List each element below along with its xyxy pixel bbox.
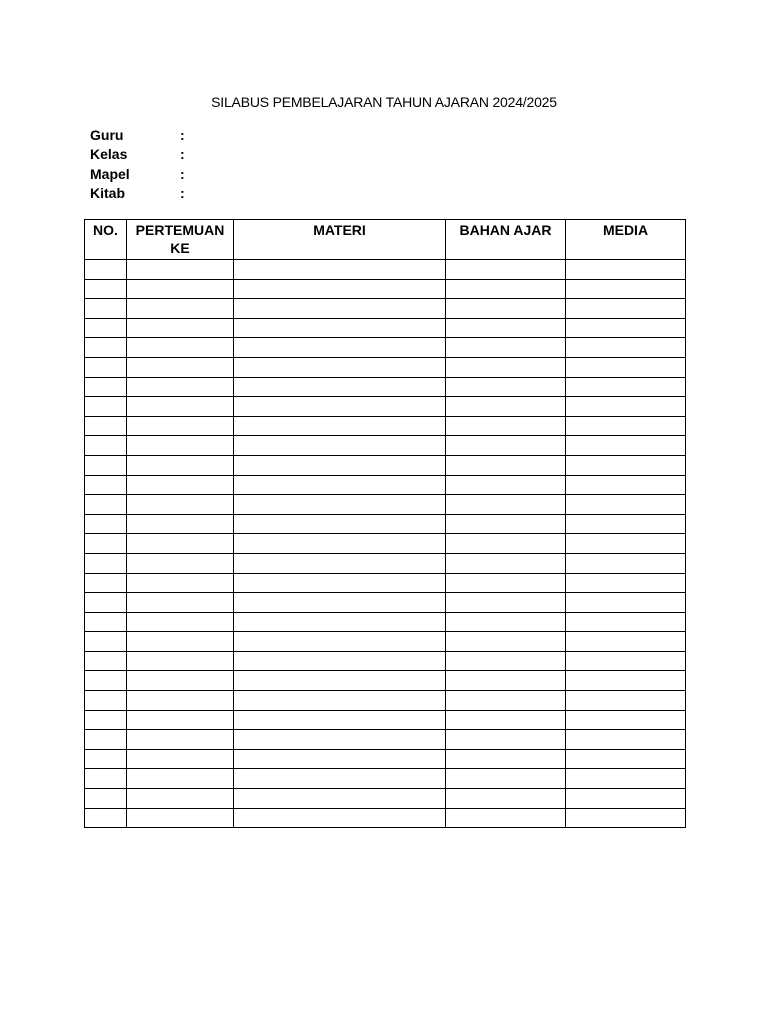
- cell-bahan-ajar: [446, 338, 566, 358]
- table-row: [85, 671, 686, 691]
- cell-media: [566, 769, 686, 789]
- meta-row-kelas: [90, 145, 190, 164]
- header-pertemuan-line2: KE: [170, 240, 190, 256]
- cell-materi: [234, 475, 446, 495]
- table-row: [85, 612, 686, 632]
- cell-bahan-ajar: [446, 553, 566, 573]
- cell-pertemuan-ke: [127, 260, 234, 280]
- cell-no: [85, 671, 127, 691]
- cell-pertemuan-ke: [127, 338, 234, 358]
- cell-bahan-ajar: [446, 279, 566, 299]
- meta-row-kitab: [90, 184, 190, 203]
- cell-no: [85, 397, 127, 417]
- table-row: [85, 416, 686, 436]
- table-row: [85, 318, 686, 338]
- cell-materi: [234, 632, 446, 652]
- table-row: [85, 299, 686, 319]
- cell-no: [85, 593, 127, 613]
- cell-bahan-ajar: [446, 651, 566, 671]
- header-bahan-ajar: BAHAN AJAR: [446, 220, 566, 260]
- cell-media: [566, 651, 686, 671]
- table-row: [85, 593, 686, 613]
- cell-no: [85, 279, 127, 299]
- table-row: [85, 553, 686, 573]
- cell-no: [85, 769, 127, 789]
- cell-media: [566, 632, 686, 652]
- cell-pertemuan-ke: [127, 612, 234, 632]
- cell-bahan-ajar: [446, 495, 566, 515]
- cell-materi: [234, 260, 446, 280]
- meta-label-kitab: Kitab: [90, 184, 125, 201]
- cell-materi: [234, 593, 446, 613]
- cell-media: [566, 377, 686, 397]
- cell-bahan-ajar: [446, 455, 566, 475]
- table-row: [85, 377, 686, 397]
- cell-bahan-ajar: [446, 691, 566, 711]
- cell-media: [566, 436, 686, 456]
- cell-media: [566, 495, 686, 515]
- cell-no: [85, 534, 127, 554]
- cell-bahan-ajar: [446, 534, 566, 554]
- cell-materi: [234, 318, 446, 338]
- cell-media: [566, 593, 686, 613]
- cell-bahan-ajar: [446, 730, 566, 750]
- cell-media: [566, 357, 686, 377]
- cell-materi: [234, 691, 446, 711]
- cell-no: [85, 455, 127, 475]
- cell-pertemuan-ke: [127, 534, 234, 554]
- table-row: [85, 691, 686, 711]
- cell-no: [85, 691, 127, 711]
- table-row: [85, 730, 686, 750]
- cell-no: [85, 416, 127, 436]
- cell-bahan-ajar: [446, 475, 566, 495]
- header-pertemuan-ke: [127, 220, 234, 260]
- table-row: [85, 651, 686, 671]
- cell-pertemuan-ke: [127, 475, 234, 495]
- cell-bahan-ajar: [446, 514, 566, 534]
- cell-pertemuan-ke: [127, 593, 234, 613]
- table-row: [85, 338, 686, 358]
- cell-materi: [234, 573, 446, 593]
- cell-pertemuan-ke: [127, 279, 234, 299]
- cell-pertemuan-ke: [127, 651, 234, 671]
- cell-materi: [234, 299, 446, 319]
- table-row: [85, 808, 686, 828]
- table-row: [85, 534, 686, 554]
- table-row: [85, 357, 686, 377]
- cell-pertemuan-ke: [127, 789, 234, 809]
- cell-bahan-ajar: [446, 416, 566, 436]
- cell-no: [85, 730, 127, 750]
- cell-media: [566, 730, 686, 750]
- table-row: [85, 514, 686, 534]
- cell-media: [566, 553, 686, 573]
- table-row: [85, 397, 686, 417]
- cell-no: [85, 338, 127, 358]
- cell-no: [85, 514, 127, 534]
- cell-pertemuan-ke: [127, 397, 234, 417]
- cell-bahan-ajar: [446, 436, 566, 456]
- cell-pertemuan-ke: [127, 710, 234, 730]
- cell-materi: [234, 397, 446, 417]
- cell-no: [85, 808, 127, 828]
- cell-pertemuan-ke: [127, 436, 234, 456]
- table-row: [85, 455, 686, 475]
- document-title: SILABUS PEMBELAJARAN TAHUN AJARAN 2024/2025: [211, 94, 557, 110]
- cell-no: [85, 436, 127, 456]
- cell-materi: [234, 651, 446, 671]
- cell-media: [566, 260, 686, 280]
- meta-label-kelas: Kelas: [90, 146, 128, 163]
- cell-pertemuan-ke: [127, 671, 234, 691]
- cell-materi: [234, 279, 446, 299]
- cell-media: [566, 671, 686, 691]
- cell-media: [566, 789, 686, 809]
- cell-pertemuan-ke: [127, 749, 234, 769]
- table-row: [85, 749, 686, 769]
- cell-bahan-ajar: [446, 808, 566, 828]
- cell-media: [566, 318, 686, 338]
- cell-media: [566, 299, 686, 319]
- cell-media: [566, 279, 686, 299]
- cell-no: [85, 651, 127, 671]
- cell-pertemuan-ke: [127, 808, 234, 828]
- cell-media: [566, 710, 686, 730]
- cell-pertemuan-ke: [127, 691, 234, 711]
- table-row: [85, 495, 686, 515]
- cell-materi: [234, 612, 446, 632]
- cell-materi: [234, 514, 446, 534]
- cell-pertemuan-ke: [127, 769, 234, 789]
- cell-bahan-ajar: [446, 397, 566, 417]
- cell-media: [566, 808, 686, 828]
- table-row: [85, 573, 686, 593]
- cell-materi: [234, 455, 446, 475]
- meta-label-mapel: Mapel: [90, 165, 130, 182]
- meta-fields: [90, 126, 190, 203]
- header-media: MEDIA: [566, 220, 686, 260]
- cell-bahan-ajar: [446, 260, 566, 280]
- table-row: [85, 632, 686, 652]
- cell-materi: [234, 710, 446, 730]
- cell-pertemuan-ke: [127, 299, 234, 319]
- cell-pertemuan-ke: [127, 632, 234, 652]
- meta-row-guru: [90, 126, 190, 145]
- cell-materi: [234, 671, 446, 691]
- cell-pertemuan-ke: [127, 495, 234, 515]
- cell-no: [85, 632, 127, 652]
- cell-bahan-ajar: [446, 710, 566, 730]
- cell-media: [566, 338, 686, 358]
- cell-no: [85, 573, 127, 593]
- cell-media: [566, 573, 686, 593]
- meta-separator: :: [180, 165, 185, 182]
- cell-no: [85, 749, 127, 769]
- table-row: [85, 475, 686, 495]
- cell-no: [85, 357, 127, 377]
- meta-separator: :: [180, 146, 185, 163]
- cell-materi: [234, 495, 446, 515]
- cell-bahan-ajar: [446, 357, 566, 377]
- cell-pertemuan-ke: [127, 553, 234, 573]
- cell-pertemuan-ke: [127, 514, 234, 534]
- cell-media: [566, 475, 686, 495]
- cell-media: [566, 691, 686, 711]
- cell-bahan-ajar: [446, 377, 566, 397]
- cell-materi: [234, 553, 446, 573]
- cell-no: [85, 553, 127, 573]
- cell-media: [566, 397, 686, 417]
- table-row: [85, 789, 686, 809]
- cell-no: [85, 710, 127, 730]
- cell-materi: [234, 338, 446, 358]
- cell-media: [566, 416, 686, 436]
- table-header-row: [85, 220, 686, 260]
- cell-bahan-ajar: [446, 632, 566, 652]
- cell-no: [85, 612, 127, 632]
- table-row: [85, 279, 686, 299]
- cell-no: [85, 495, 127, 515]
- cell-materi: [234, 789, 446, 809]
- cell-materi: [234, 730, 446, 750]
- cell-pertemuan-ke: [127, 416, 234, 436]
- cell-pertemuan-ke: [127, 455, 234, 475]
- cell-bahan-ajar: [446, 789, 566, 809]
- cell-bahan-ajar: [446, 573, 566, 593]
- cell-media: [566, 514, 686, 534]
- header-no: NO.: [85, 220, 127, 260]
- table-row: [85, 769, 686, 789]
- cell-materi: [234, 749, 446, 769]
- cell-materi: [234, 436, 446, 456]
- cell-materi: [234, 416, 446, 436]
- cell-materi: [234, 769, 446, 789]
- cell-materi: [234, 357, 446, 377]
- cell-bahan-ajar: [446, 318, 566, 338]
- cell-no: [85, 299, 127, 319]
- cell-bahan-ajar: [446, 612, 566, 632]
- cell-materi: [234, 808, 446, 828]
- cell-media: [566, 749, 686, 769]
- header-pertemuan-line1: PERTEMUAN: [135, 222, 225, 238]
- cell-no: [85, 475, 127, 495]
- cell-media: [566, 455, 686, 475]
- cell-bahan-ajar: [446, 593, 566, 613]
- meta-separator: :: [180, 184, 185, 201]
- cell-pertemuan-ke: [127, 357, 234, 377]
- cell-no: [85, 789, 127, 809]
- cell-pertemuan-ke: [127, 573, 234, 593]
- cell-pertemuan-ke: [127, 730, 234, 750]
- table-body: [85, 260, 686, 828]
- cell-materi: [234, 377, 446, 397]
- cell-no: [85, 318, 127, 338]
- cell-no: [85, 377, 127, 397]
- cell-pertemuan-ke: [127, 318, 234, 338]
- meta-separator: :: [180, 127, 185, 143]
- cell-bahan-ajar: [446, 299, 566, 319]
- cell-materi: [234, 534, 446, 554]
- cell-bahan-ajar: [446, 671, 566, 691]
- meta-row-mapel: [90, 165, 190, 184]
- table-row: [85, 436, 686, 456]
- cell-media: [566, 534, 686, 554]
- cell-bahan-ajar: [446, 769, 566, 789]
- table-row: [85, 260, 686, 280]
- header-materi: MATERI: [234, 220, 446, 260]
- syllabus-table: [84, 219, 686, 828]
- meta-label-guru: Guru: [90, 127, 124, 143]
- cell-media: [566, 612, 686, 632]
- cell-pertemuan-ke: [127, 377, 234, 397]
- cell-no: [85, 260, 127, 280]
- table-row: [85, 710, 686, 730]
- cell-bahan-ajar: [446, 749, 566, 769]
